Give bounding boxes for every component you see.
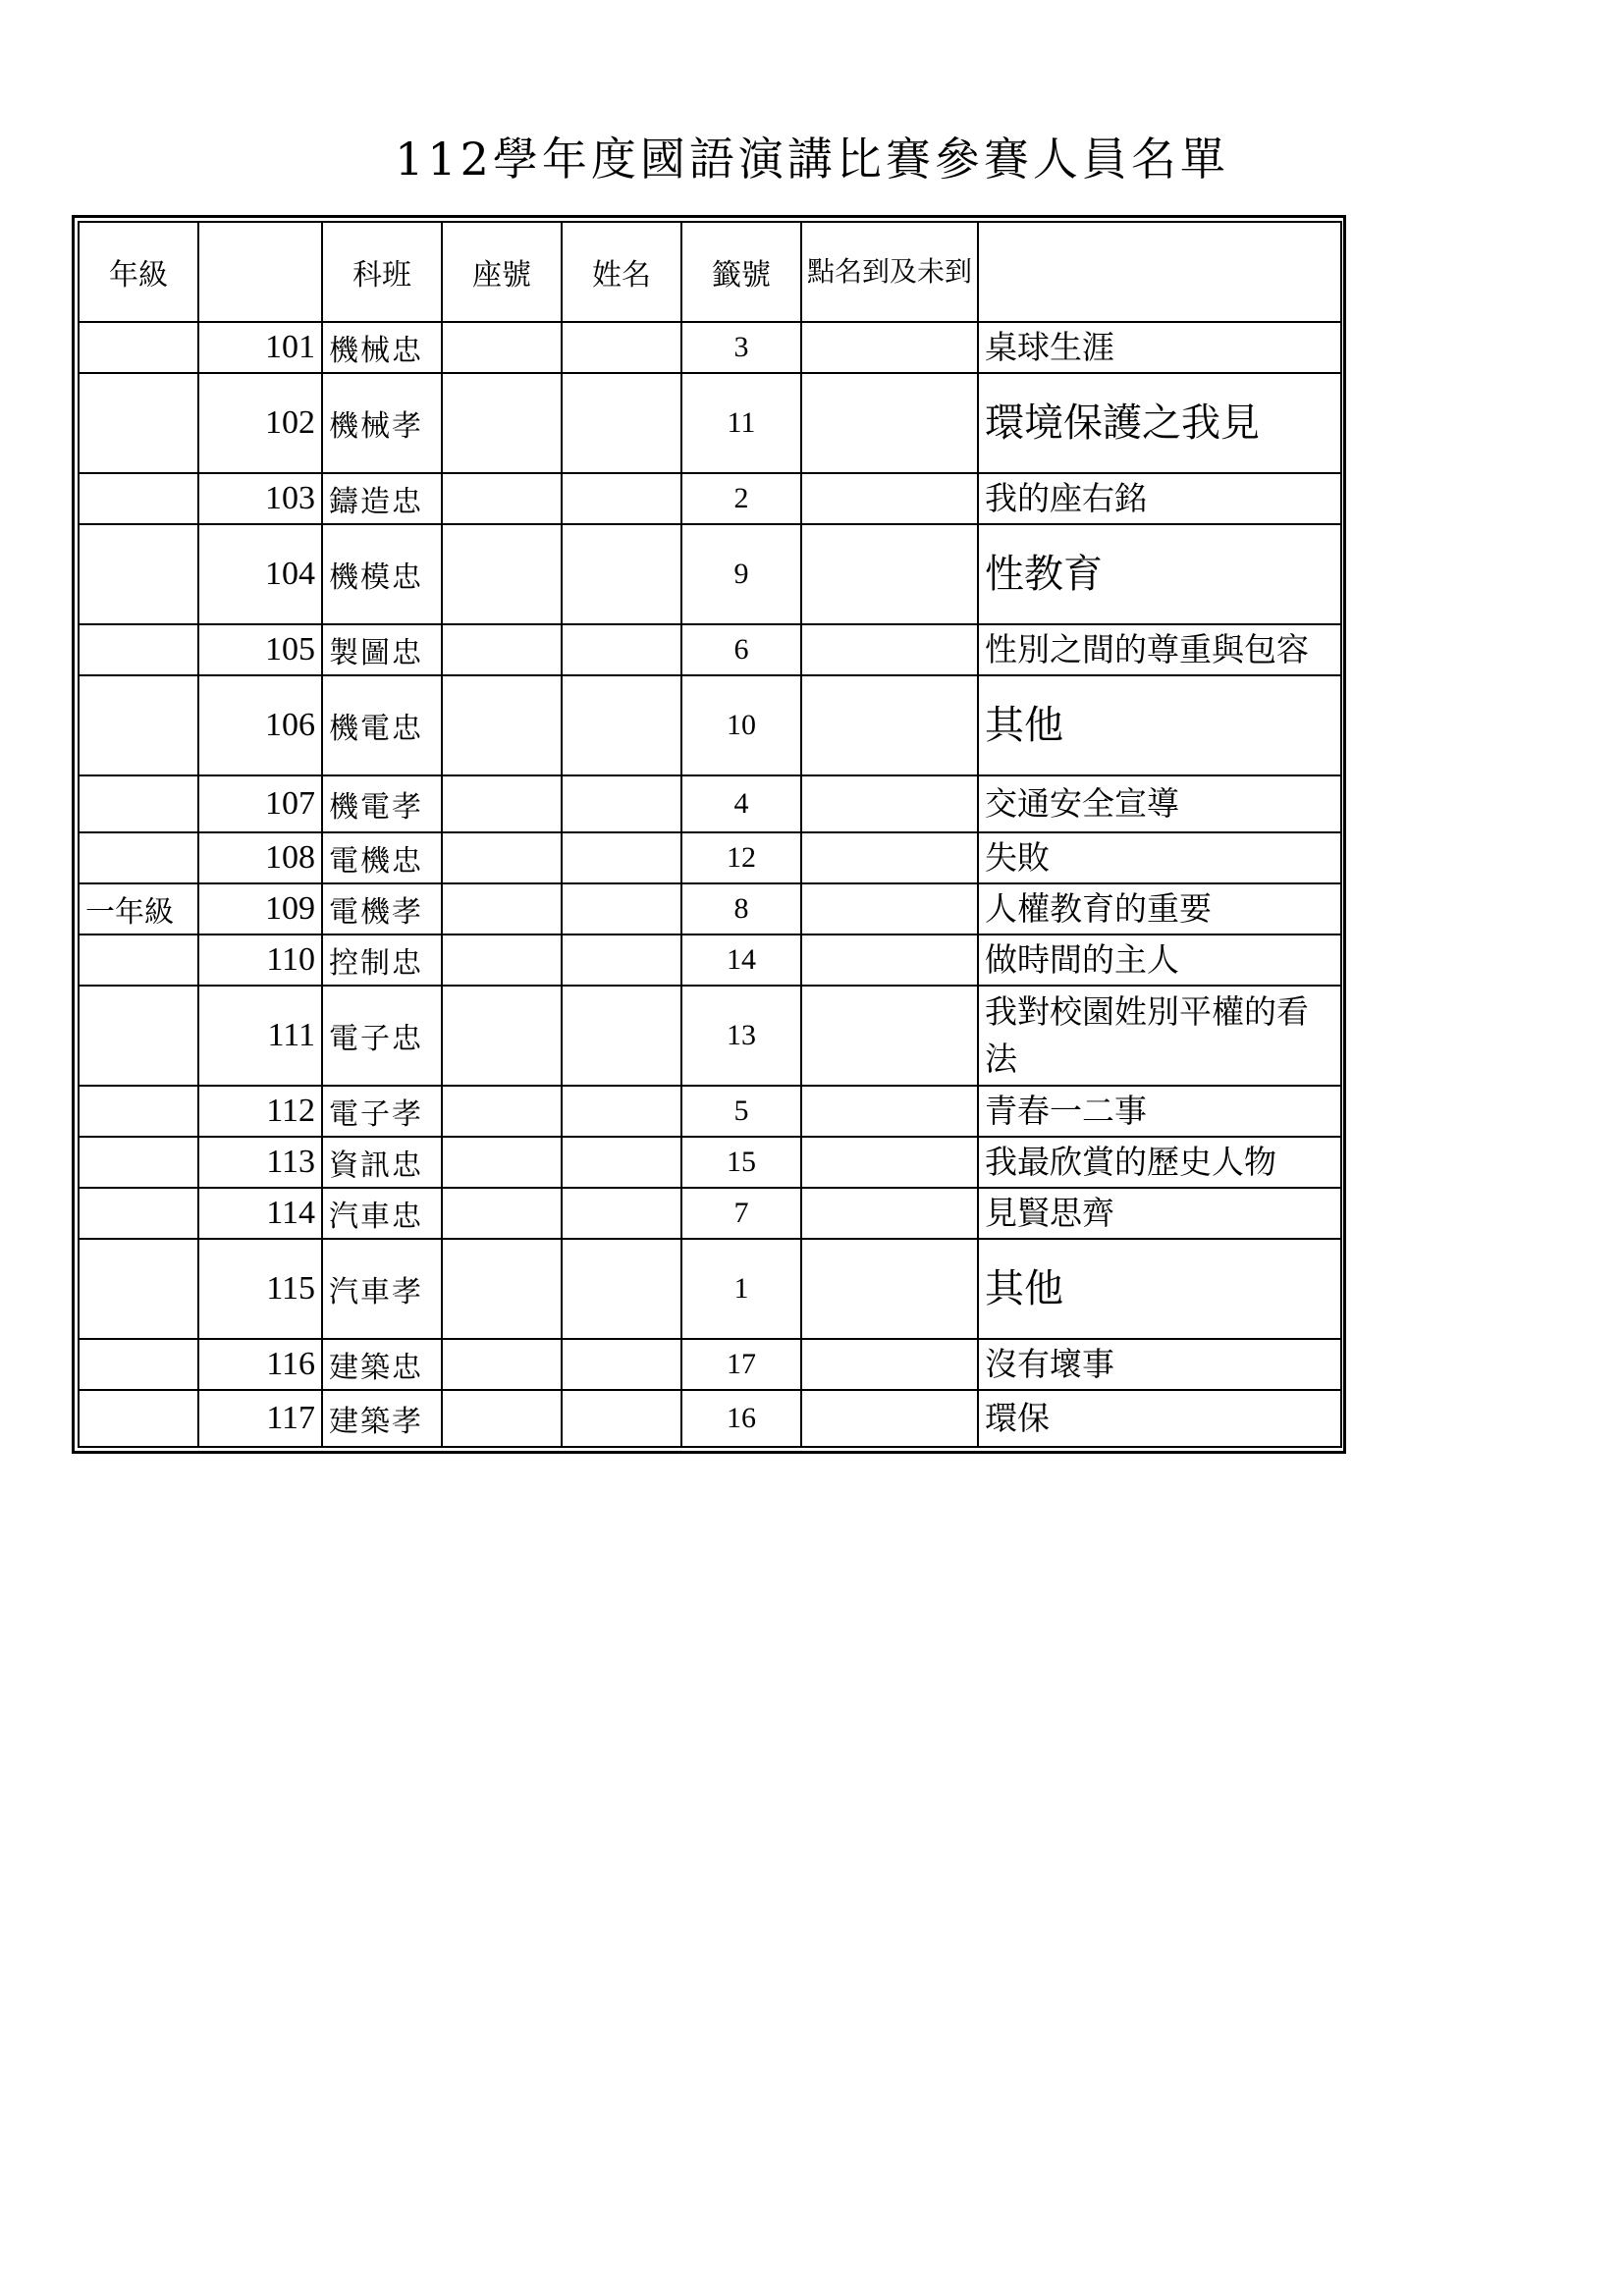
name-cell (562, 624, 681, 675)
attendance-cell (801, 1086, 978, 1137)
lot-number: 10 (681, 675, 801, 775)
department: 機電孝 (322, 775, 442, 832)
department: 汽車孝 (322, 1239, 442, 1339)
roster-table-frame (72, 215, 1346, 1454)
speech-topic: 沒有壞事 (978, 1339, 1341, 1390)
header-seat: 座號 (442, 222, 562, 322)
attendance-cell (801, 1137, 978, 1188)
lot-number: 9 (681, 524, 801, 624)
class-code: 112 (198, 1086, 322, 1137)
attendance-cell (801, 1390, 978, 1447)
seat-cell (442, 832, 562, 883)
name-cell (562, 883, 681, 934)
grade-cell (79, 832, 198, 883)
header-code (198, 222, 322, 322)
lot-number: 8 (681, 883, 801, 934)
lot-number: 12 (681, 832, 801, 883)
grade-label: 一年級 (79, 883, 198, 934)
lot-number: 16 (681, 1390, 801, 1447)
lot-number: 1 (681, 1239, 801, 1339)
speech-topic: 青春一二事 (978, 1086, 1341, 1137)
class-code: 116 (198, 1339, 322, 1390)
table-row (79, 1390, 1341, 1447)
name-cell (562, 373, 681, 473)
name-cell (562, 1086, 681, 1137)
class-code: 103 (198, 473, 322, 524)
seat-cell (442, 322, 562, 373)
seat-cell (442, 1086, 562, 1137)
speech-topic: 其他 (978, 1239, 1341, 1339)
table-row (79, 986, 1341, 1086)
class-code: 101 (198, 322, 322, 373)
speech-topic: 見賢思齊 (978, 1188, 1341, 1239)
class-code: 117 (198, 1390, 322, 1447)
table-row (79, 1188, 1341, 1239)
seat-cell (442, 883, 562, 934)
class-code: 108 (198, 832, 322, 883)
table-row (79, 1239, 1341, 1339)
department: 製圖忠 (322, 624, 442, 675)
department: 機械孝 (322, 373, 442, 473)
class-code: 115 (198, 1239, 322, 1339)
grade-cell (79, 675, 198, 775)
seat-cell (442, 986, 562, 1086)
attendance-cell (801, 1239, 978, 1339)
speech-topic: 我的座右銘 (978, 473, 1341, 524)
table-row (79, 373, 1341, 473)
attendance-cell (801, 624, 978, 675)
table-row (79, 934, 1341, 986)
seat-cell (442, 473, 562, 524)
class-code: 102 (198, 373, 322, 473)
lot-number: 15 (681, 1137, 801, 1188)
table-row (79, 675, 1341, 775)
speech-topic: 做時間的主人 (978, 934, 1341, 986)
lot-number: 14 (681, 934, 801, 986)
class-code: 110 (198, 934, 322, 986)
name-cell (562, 1390, 681, 1447)
lot-number: 2 (681, 473, 801, 524)
speech-topic: 桌球生涯 (978, 322, 1341, 373)
seat-cell (442, 675, 562, 775)
attendance-cell (801, 1339, 978, 1390)
department: 電機孝 (322, 883, 442, 934)
department: 資訊忠 (322, 1137, 442, 1188)
header-lot: 籤號 (681, 222, 801, 322)
seat-cell (442, 1339, 562, 1390)
class-code: 109 (198, 883, 322, 934)
table-row (79, 473, 1341, 524)
table-row (79, 624, 1341, 675)
lot-number: 4 (681, 775, 801, 832)
grade-cell (79, 624, 198, 675)
grade-cell (79, 524, 198, 624)
header-dept: 科班 (322, 222, 442, 322)
seat-cell (442, 1188, 562, 1239)
attendance-cell (801, 322, 978, 373)
class-code: 104 (198, 524, 322, 624)
grade-cell (79, 1086, 198, 1137)
speech-topic: 我最欣賞的歷史人物 (978, 1137, 1341, 1188)
name-cell (562, 1137, 681, 1188)
lot-number: 7 (681, 1188, 801, 1239)
attendance-cell (801, 832, 978, 883)
department: 機械忠 (322, 322, 442, 373)
speech-topic: 失敗 (978, 832, 1341, 883)
attendance-cell (801, 373, 978, 473)
header-attendance: 點名到及未到 (801, 222, 978, 322)
grade-cell (79, 1137, 198, 1188)
lot-number: 13 (681, 986, 801, 1086)
header-grade: 年級 (79, 222, 198, 322)
speech-topic: 環境保護之我見 (978, 373, 1341, 473)
speech-topic: 性教育 (978, 524, 1341, 624)
table-row (79, 524, 1341, 624)
lot-number: 6 (681, 624, 801, 675)
grade-cell (79, 1390, 198, 1447)
grade-cell (79, 473, 198, 524)
attendance-cell (801, 675, 978, 775)
department: 鑄造忠 (322, 473, 442, 524)
name-cell (562, 1239, 681, 1339)
department: 電機忠 (322, 832, 442, 883)
name-cell (562, 1188, 681, 1239)
seat-cell (442, 373, 562, 473)
department: 建築忠 (322, 1339, 442, 1390)
class-code: 107 (198, 775, 322, 832)
name-cell (562, 986, 681, 1086)
lot-number: 11 (681, 373, 801, 473)
table-row (79, 775, 1341, 832)
table-row (79, 832, 1341, 883)
table-row (79, 1339, 1341, 1390)
name-cell (562, 775, 681, 832)
name-cell (562, 473, 681, 524)
department: 電子忠 (322, 986, 442, 1086)
name-cell (562, 524, 681, 624)
name-cell (562, 675, 681, 775)
attendance-cell (801, 986, 978, 1086)
speech-topic: 環保 (978, 1390, 1341, 1447)
header-row (79, 222, 1341, 322)
speech-topic: 我對校園姓別平權的看法 (978, 986, 1341, 1086)
attendance-cell (801, 934, 978, 986)
attendance-cell (801, 524, 978, 624)
lot-number: 5 (681, 1086, 801, 1137)
table-row (79, 883, 1341, 934)
seat-cell (442, 934, 562, 986)
grade-cell (79, 775, 198, 832)
seat-cell (442, 524, 562, 624)
attendance-cell (801, 775, 978, 832)
grade-cell (79, 986, 198, 1086)
speech-topic: 性別之間的尊重與包容 (978, 624, 1341, 675)
class-code: 111 (198, 986, 322, 1086)
lot-number: 17 (681, 1339, 801, 1390)
name-cell (562, 832, 681, 883)
seat-cell (442, 775, 562, 832)
name-cell (562, 322, 681, 373)
speech-topic: 其他 (978, 675, 1341, 775)
department: 機模忠 (322, 524, 442, 624)
department: 建築孝 (322, 1390, 442, 1447)
department: 汽車忠 (322, 1188, 442, 1239)
speech-topic: 人權教育的重要 (978, 883, 1341, 934)
speech-topic: 交通安全宣導 (978, 775, 1341, 832)
seat-cell (442, 1390, 562, 1447)
grade-cell (79, 934, 198, 986)
page-title: 112學年度國語演講比賽參賽人員名單 (395, 133, 1229, 186)
grade-cell (79, 1188, 198, 1239)
seat-cell (442, 1239, 562, 1339)
table-row (79, 1086, 1341, 1137)
table-row (79, 1137, 1341, 1188)
table-row (79, 322, 1341, 373)
name-cell (562, 934, 681, 986)
grade-cell (79, 373, 198, 473)
class-code: 114 (198, 1188, 322, 1239)
attendance-cell (801, 1188, 978, 1239)
attendance-cell (801, 883, 978, 934)
department: 機電忠 (322, 675, 442, 775)
class-code: 105 (198, 624, 322, 675)
class-code: 106 (198, 675, 322, 775)
name-cell (562, 1339, 681, 1390)
department: 控制忠 (322, 934, 442, 986)
seat-cell (442, 1137, 562, 1188)
grade-cell (79, 322, 198, 373)
lot-number: 3 (681, 322, 801, 373)
attendance-cell (801, 473, 978, 524)
header-name: 姓名 (562, 222, 681, 322)
grade-cell (79, 1339, 198, 1390)
class-code: 113 (198, 1137, 322, 1188)
seat-cell (442, 624, 562, 675)
grade-cell (79, 1239, 198, 1339)
header-topic (978, 222, 1341, 322)
department: 電子孝 (322, 1086, 442, 1137)
roster-table (78, 221, 1342, 1448)
